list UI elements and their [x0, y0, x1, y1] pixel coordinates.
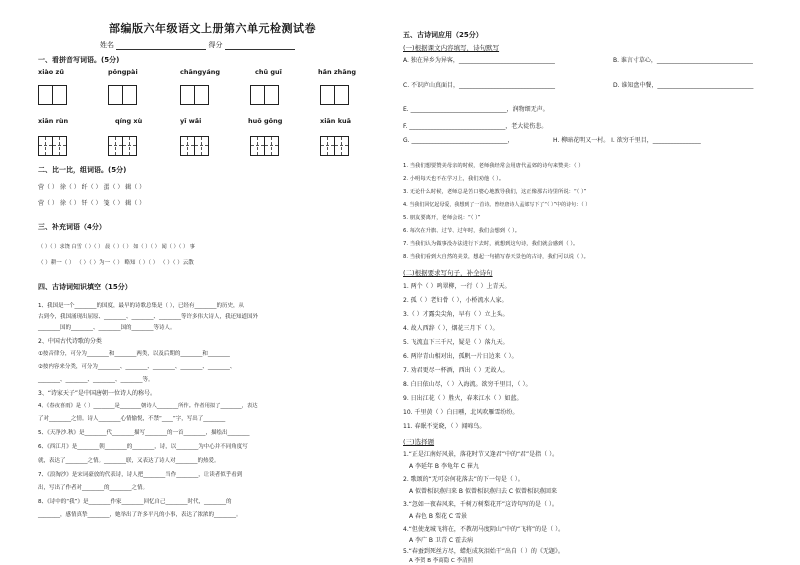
subsection-3-heading: (三)选择题 [403, 438, 435, 446]
choice-q4-options[interactable]: A 李广 B 卫青 C 霍去病 [409, 537, 473, 544]
verse-8: 8. 白日依山尽，（ ）入海流。欲穷千里目，（ ）。 [403, 381, 532, 388]
verse-7: 7. 劝君更尽一杯酒，西出（ ）无故人。 [403, 367, 509, 374]
writing-grid[interactable] [180, 136, 209, 156]
usage-q8: 8. 当我们看到大自然的美景，想起一句描写春天景色的古诗，我们可以说（ ）。 [403, 254, 589, 260]
score-field[interactable] [225, 41, 295, 50]
usage-q5: 5. 朋友要离开，老师会说：“（ ）” [403, 215, 481, 221]
poem-c: C. 不识庐山真面目，________________________________ [403, 82, 556, 89]
section-4-heading: 四、古诗词知识填空（15分） [38, 283, 132, 291]
q5-line-a: 5、《天净沙.秋》是________代________描写________的一首________，描绘出________ [38, 430, 250, 436]
fill-row-1: （ ）（ ）求饶 白雪（ ）（ ） 晨（ ）（ ） 如（ ）（ ） 闻（ ）（ ） 事 [38, 244, 195, 250]
name-score-line [100, 40, 295, 50]
writing-grid[interactable] [250, 136, 279, 156]
verse-3: 3.（ ）才露尖尖角，早有（ ）立上头。 [403, 311, 509, 318]
verse-6: 6. 两岸青山相对出，孤帆一片日边来（ ）。 [403, 353, 518, 360]
choice-q4: 4.“但使龙城飞将在，不教胡马度阴山”中的“飞将”的是（ ）。 [403, 526, 565, 533]
verse-4: 4. 故人西辞（ ），烟花三月下（ ）。 [403, 325, 499, 332]
choice-q3: 3.“忽如一夜春风来，千树万树梨花开”这诗句写的是（ ）。 [403, 501, 558, 508]
page-title: 部编版六年级语文上册第六单元检测试卷 [109, 22, 316, 35]
pinyin-4: chū guī [255, 68, 282, 76]
subsection-2-heading: (二)根据要求写句子，补全诗句 [403, 269, 493, 277]
verse-9: 9. 日出江花（ ）胜火，春来江水（ ）如蓝。 [403, 395, 523, 402]
poem-d: D. 谁知盘中餐，________________________________ [613, 82, 754, 89]
subsection-1-heading: (一)根据课文内容填写，诗句默写 [403, 44, 500, 52]
section-1-heading: 一、看拼音写词语。(5分) [38, 56, 120, 64]
q2-line-a: ①按音律分，可分为________和________两类，以及后期的________和________ [38, 351, 230, 357]
writing-grid[interactable] [108, 136, 137, 156]
q3-line: 3、“诗家天子”是中国唐朝一位诗人的称号。 [38, 390, 157, 397]
q6-line-b: 就，表达了________之情。________联，又表达了诗人对________的热爱。 [38, 458, 220, 464]
score-label: 得分 [208, 41, 223, 49]
writing-grid[interactable] [38, 85, 67, 105]
usage-q2: 2. 小明每天也不在学习上，我们劝他（ ）。 [403, 176, 505, 182]
choice-q5: 5.“春蚕到死丝方尽，蜡炬成灰泪始干”出自（ ）的《无题》。 [403, 548, 564, 555]
q2-heading: 2、中国古代诗歌的分类 [38, 338, 102, 345]
name-field[interactable] [116, 41, 206, 50]
choice-q1-options[interactable]: A 李延年 B 李龟年 C 崔九 [409, 463, 479, 470]
choice-q2: 2. 歌颂的“无可奈何花落去”的下一句是（ ）。 [403, 476, 524, 483]
pinyin-6: xiān rùn [38, 117, 69, 125]
name-label: 姓名 [100, 41, 114, 49]
usage-q6: 6. 每次在升旗、过节、过年时，我们会想到（ ）。 [403, 228, 521, 234]
compare-row-2: 营（ ） 徐（ ） 钎（ ） 笺（ ） 辑（ ） [38, 200, 146, 207]
poem-h: H. 柳暗花明又一村。 I. 欲穷千里目，________________ [553, 137, 701, 144]
section-2-heading: 二、比一比，组词语。(5分) [38, 166, 127, 174]
choice-q2-options[interactable]: A 似曾相识燕归来 B 似曾相识燕归去 C 似曾相识燕回来 [409, 488, 557, 495]
q2-line-c: ________、________、________、________等。 [38, 377, 154, 383]
writing-grid[interactable] [250, 85, 279, 105]
usage-q4: 4. 当我们回忆起母爱，我想到了一首诗。曾经唐诗人孟郊写下了“（ ）”中的诗句：（ ） [403, 202, 591, 208]
writing-grid[interactable] [320, 136, 349, 156]
pinyin-2: pǒngpài [108, 68, 138, 76]
q8-line-b: ________，感情真挚________，她举出了许多平凡的小事，表达了浓浓的________。 [38, 512, 242, 518]
q7-line-a: 7、《浪淘沙》是宋词豪放的代表诗，诗人把________当作________，让读者似乎看到 [38, 472, 243, 478]
q1-line-b: 古到今，我国涌现出屈原、________、________、________等许多伟大诗人，我还知道国外 [38, 314, 259, 320]
verse-2: 2. 孤（ ）老妇骨（ ），小桥流水人家。 [403, 297, 508, 304]
q2-line-b: ②按内容来分类，可分为________、________、________、________、________、 [38, 364, 236, 370]
q4-line-b: 了对________之情。诗人________心情愉悦，不禁“____”字，写出了________ [38, 416, 226, 422]
verse-5: 5. 飞流直下三千尺，疑是（ ）落九天。 [403, 339, 509, 346]
q7-line-b: 出，写出了作者对________的________之情。 [38, 485, 149, 491]
poem-g: G. ________________________________， [403, 137, 514, 144]
writing-grid[interactable] [320, 85, 349, 105]
usage-q7: 7. 当我们认为做事没办法进行下去时，就想到这句诗，我们就会感到（ ）。 [403, 241, 579, 247]
q1-line-a: 1、我国是一个________的国度，最早的诗歌总集是（ ），已经有________的历史，从 [38, 303, 244, 309]
writing-grid[interactable] [38, 136, 67, 156]
poem-f: F. ________________________________，老大徒伤悲。 [403, 123, 548, 130]
verse-10: 10. 千里黄（ ）白日曛，北风吹雁雪纷纷。 [403, 409, 519, 416]
verse-1: 1. 两个（ ）鸣翠柳，一行（ ）上青天。 [403, 283, 511, 290]
poem-e: E. ________________________________，润物细无声。 [403, 106, 549, 113]
pinyin-9: huō gǒng [248, 117, 283, 125]
choice-q1: 1.“正是江南好风景，落花时节又逢君”中的“君”是指（ ）。 [403, 451, 559, 458]
choice-q3-options[interactable]: A 春色 B 梨花 C 雪景 [409, 513, 467, 520]
pinyin-1: xiào zǔ [38, 68, 64, 76]
writing-grid[interactable] [108, 85, 137, 105]
pinyin-5: hǎn zhāng [318, 68, 356, 76]
section-5-heading: 五、古诗词应用（25分） [403, 31, 483, 39]
q1-line-c: ________国的________、________国的________等诗人。 [38, 325, 176, 331]
compare-row-1: 营（ ） 徐（ ） 纤（ ） 蛋（ ） 辑（ ） [38, 184, 146, 191]
q4-line-a: 4、《春夜喜雨》是（ ）________是________朝诗人________所作。作者用拟了________，表达 [38, 403, 258, 409]
q8-line-a: 8、《诗中的“我”》是________作家________回忆自己________时代，________的 [38, 499, 232, 505]
poem-b: B. 谁言寸草心，________________________________ [613, 57, 753, 64]
fill-row-2: （ ）耕一（ ） （ ）（ ）为一（ ） 略知（ ）（ ） （ ）（ ）云散 [38, 260, 194, 266]
pinyin-8: yī wǎi [180, 117, 202, 125]
pinyin-3: chāngyáng [180, 68, 221, 76]
usage-q3: 3. 无论什么时候，老师总是苦口婆心地教导我们，这正像那古诗里所说：“（ ）” [403, 189, 587, 195]
pinyin-7: qíng xù [115, 117, 143, 125]
usage-q1: 1. 当我们想要赞美母亲的时候，老师我经常会用唐代孟郊的诗句来赞美：（ ） [403, 163, 584, 169]
writing-grid[interactable] [180, 85, 209, 105]
section-3-heading: 三、补充词语（4分） [38, 223, 106, 231]
poem-a: A. 独在异乡为异客，________________________________ [403, 57, 555, 64]
verse-11: 11. 春眠不觉晓，（ ）闻啼鸟。 [403, 423, 486, 430]
q6-line-a: 6、《西江月》是________朝________的________，诗，以________为中心并不同角度写 [38, 444, 248, 450]
pinyin-10: xiān kuā [320, 117, 352, 125]
choice-q5-options[interactable]: A 李贺 B 李商隐 C 李清照 [409, 558, 474, 564]
